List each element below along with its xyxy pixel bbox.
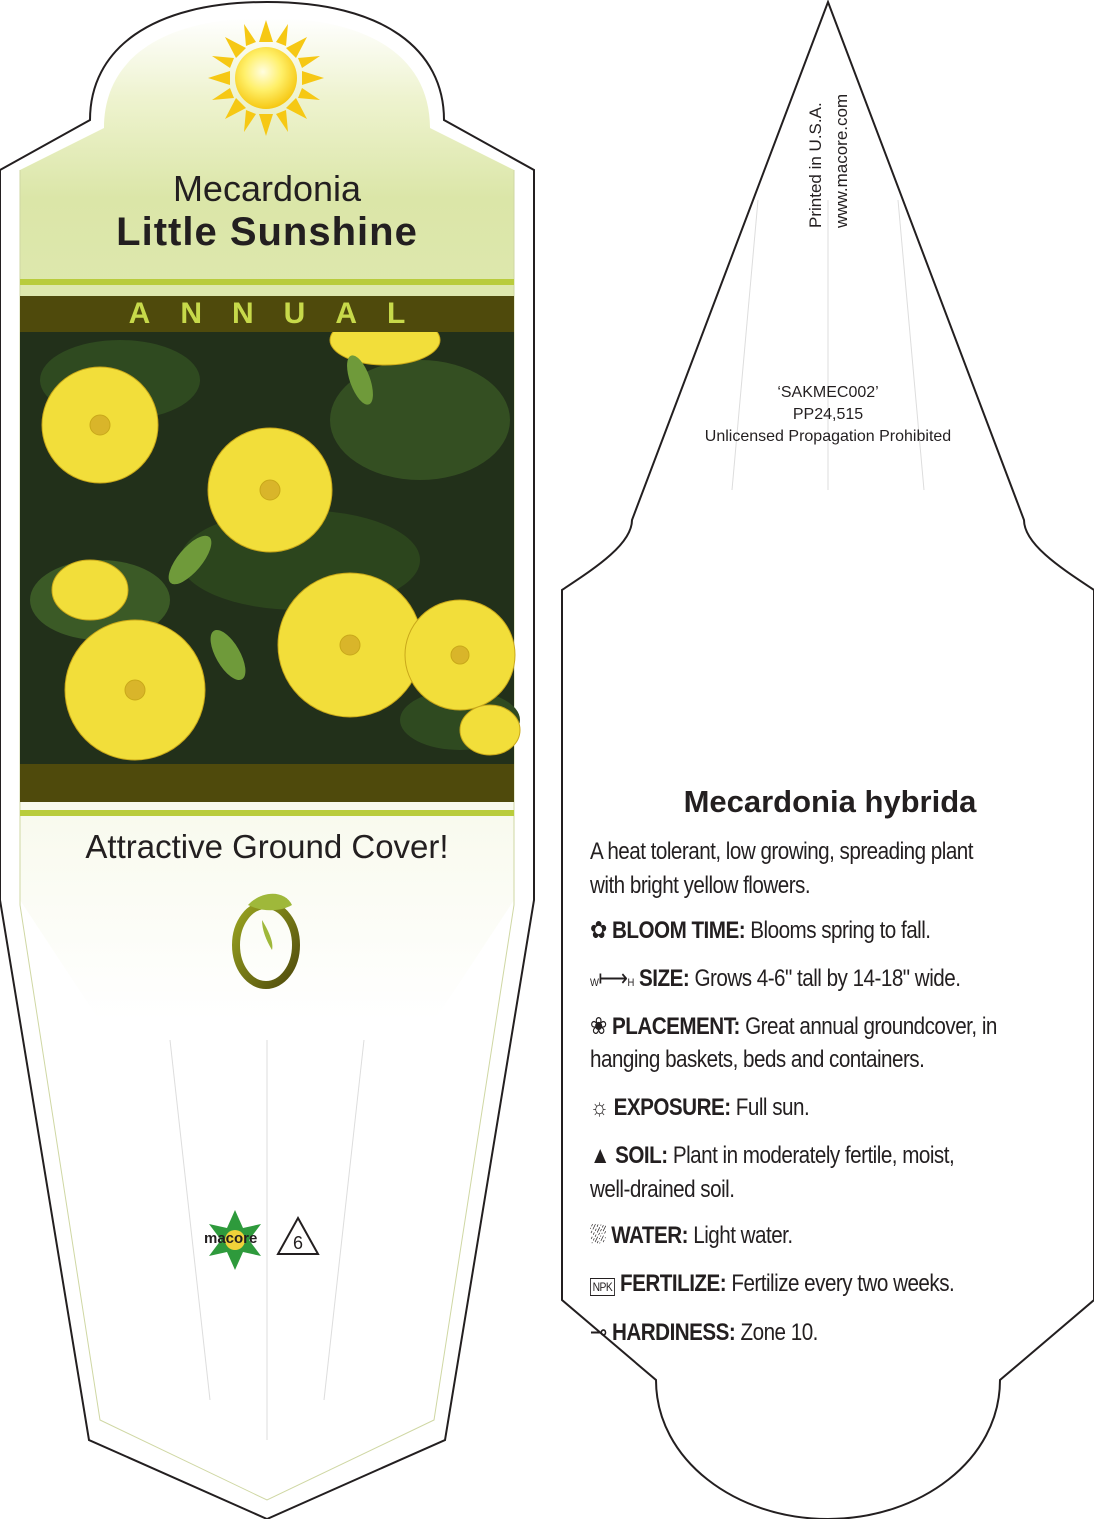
care-label: HARDINESS: xyxy=(612,1319,736,1346)
care-text: Zone 10. xyxy=(740,1319,818,1346)
care-water xyxy=(590,1222,793,1250)
tagline: Attractive Ground Cover! xyxy=(85,828,449,865)
sun-icon: ☼ xyxy=(590,1094,609,1121)
sun-logo xyxy=(208,20,324,136)
patent-line-1: ‘SAKMEC002’ xyxy=(777,384,879,401)
plant-type-label: ANNUAL xyxy=(128,297,436,330)
plant-genus: Mecardonia xyxy=(172,168,362,209)
care-text: Full sun. xyxy=(735,1094,810,1121)
size-arrows-icon: W⟼H xyxy=(590,965,634,992)
care-text: Grows 4-6" tall by 14-18" wide. xyxy=(694,965,961,992)
printed-in-text: Printed in U.S.A. xyxy=(806,102,825,228)
care-hardiness xyxy=(590,1318,818,1347)
plant-cultivar: Little Sunshine xyxy=(116,210,418,254)
placement-icon: ❀ xyxy=(590,1013,607,1040)
soil-icon: ▲ xyxy=(590,1142,610,1169)
care-placement xyxy=(590,1012,997,1041)
patent-line-2: PP24,515 xyxy=(792,406,864,423)
care-label: EXPOSURE: xyxy=(613,1094,731,1121)
care-bloom-time xyxy=(590,916,931,945)
watering-can-icon: ⛆ xyxy=(590,1222,607,1249)
flower-photo-art xyxy=(20,315,520,764)
description-line-2: with bright yellow flowers. xyxy=(590,872,811,899)
thermometer-icon: ⊸ xyxy=(590,1319,607,1346)
brand-name: macore xyxy=(204,1230,258,1247)
care-label: BLOOM TIME: xyxy=(612,917,746,944)
scientific-name: Mecardonia hybrida xyxy=(683,784,977,819)
care-label: FERTILIZE: xyxy=(620,1270,727,1297)
care-placement-line2: hanging baskets, beds and containers. xyxy=(590,1046,925,1073)
care-size xyxy=(590,964,960,993)
care-fertilize xyxy=(590,1270,954,1298)
care-label: SOIL: xyxy=(615,1142,668,1169)
care-text: Light water. xyxy=(693,1222,793,1249)
patent-line-3: Unlicensed Propagation Prohibited xyxy=(704,428,952,445)
care-text: Plant in moderately fertile, moist, xyxy=(672,1142,955,1169)
flower-icon: ✿ xyxy=(590,917,607,944)
care-text: Blooms spring to fall. xyxy=(750,917,931,944)
description-line-1: A heat tolerant, low growing, spreading plant xyxy=(590,838,973,865)
npk-icon: NPK xyxy=(590,1278,615,1296)
care-soil xyxy=(590,1142,954,1170)
care-text: Great annual groundcover, in xyxy=(745,1013,997,1040)
care-label: WATER: xyxy=(611,1222,689,1249)
front-rule-top xyxy=(20,279,514,285)
care-exposure xyxy=(590,1094,809,1122)
front-rule-bottom xyxy=(20,810,514,816)
care-soil-line2: well-drained soil. xyxy=(590,1176,735,1203)
recycle-code: 6 xyxy=(293,1233,304,1253)
care-label: PLACEMENT: xyxy=(612,1013,740,1040)
care-label: SIZE: xyxy=(639,965,690,992)
website-text: www.macore.com xyxy=(832,93,851,228)
photo-bottom-band xyxy=(20,764,514,802)
care-text: Fertilize every two weeks. xyxy=(731,1270,955,1297)
